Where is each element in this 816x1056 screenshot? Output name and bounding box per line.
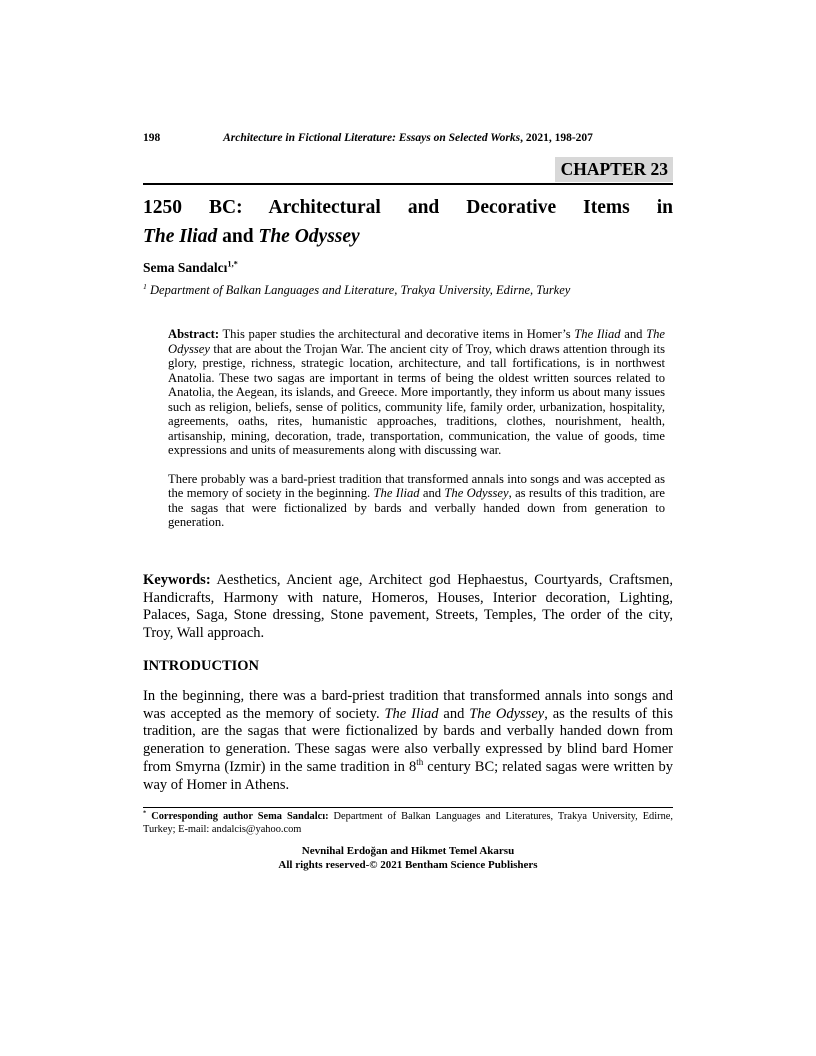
introduction-paragraph: In the beginning, there was a bard-priest tradition that transformed annals into songs and was accepted as the memory of society. The Iliad and The Odyssey, as the results of this tradition, are the sagas that were fictionalized by bards and verbally handed down from generation to generation. These sagas were also verbally expressed by blind bard Homer from Smyrna (Izmir) in the same tradition in 8th century BC; related sagas were written by way of Homer in Athens. (143, 688, 673, 793)
page-header (143, 131, 673, 145)
footnote-rule (143, 807, 673, 808)
chapter-badge-row (143, 157, 673, 182)
copyright-notice: All rights reserved-© 2021 Bentham Science Publishers (278, 858, 538, 871)
chapter-badge: CHAPTER 23 (555, 157, 673, 182)
corresponding-author-footnote: * Corresponding author Sema Sandalcı: Department of Balkan Languages and Literatures, Trakya University, Edirne, Turkey; E-mail: andalcis@yahoo.com (143, 809, 673, 835)
keywords-paragraph: Keywords: Aesthetics, Ancient age, Architect god Hephaestus, Courtyards, Craftsmen, Handicrafts, Harmony with nature, Homeros, Houses, Interior decoration, Lighting, Palaces, Saga, Stone dressing, Stone pavement, Streets, Temples, The order of the city, Troy, Wall approach. (143, 572, 673, 642)
abstract-paragraph-2: There probably was a bard-priest tradition that transformed annals into songs and was accepted as the memory of society in the beginning. The Iliad and The Odyssey, as results of this tradition, are the sagas that were fictionalized by bards and verbally handed down from generation to generation. (168, 471, 665, 529)
abstract-section (143, 327, 673, 530)
introduction-heading: INTRODUCTION (143, 658, 260, 674)
page-footer (143, 845, 673, 872)
page-number: 198 (143, 132, 161, 144)
running-title: Architecture in Fictional Literature: Essays on Selected Works, 2021, 198-207 (223, 132, 593, 144)
header-rule (143, 183, 673, 185)
chapter-title-line-2: The Iliad and The Odyssey (143, 226, 360, 247)
author-line (143, 259, 673, 276)
chapter-title-line-1: 1250 BC: Architectural and Decorative Items in (143, 197, 673, 218)
author-name: Sema Sandalcı (143, 260, 228, 275)
chapter-title (143, 193, 673, 251)
affiliation: $^1$ Department of Balkan Languages and Literature, Trakya University, Edirne, Turkey (143, 281, 571, 297)
author-superscript: 1,* (227, 259, 238, 269)
abstract-paragraph-1: Abstract: This paper studies the architectural and decorative items in Homer’s The Iliad and The Odyssey that are about the Trojan War. The ancient city of Troy, which draws attention through its glory, prestige, richness, strategic location, architecture, and tall fortifications, is in northwest Anatolia. These two sagas are important in terms of being the oldest written sources related to Anatolia, the Aegean, its islands, and Greece. More importantly, they inform us about many issues such as religion, beliefs, sense of politics, community life, family order, urbanization, hospitality, agreements, oaths, rites, humanistic approaches, traditions, clothes, nourishment, health, artisanship, mining, decoration, trade, transportation, communication, the value of goods, time expressions and units of measurements along with discussing war. (168, 327, 665, 457)
editors-credit: Nevnihal Erdoğan and Hikmet Temel Akarsu (301, 845, 515, 857)
